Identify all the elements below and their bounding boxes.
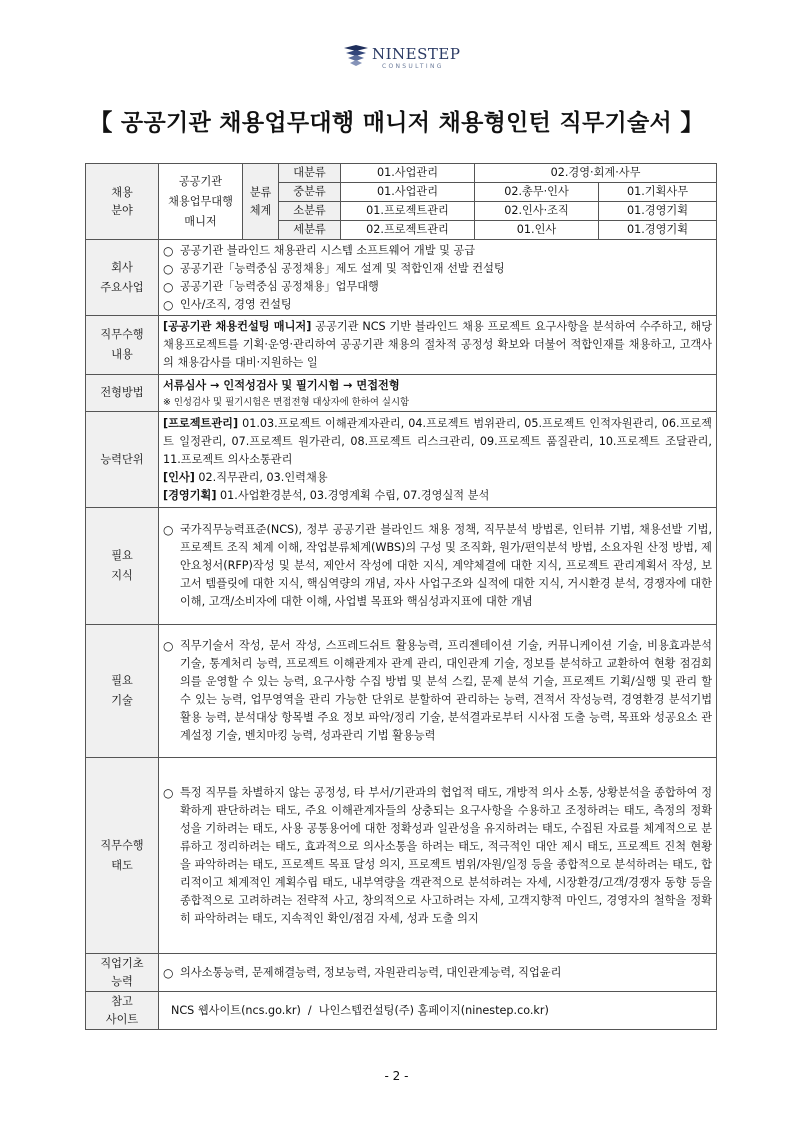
skill-content — [159, 625, 717, 758]
duty-text: 공공기관 NCS 기반 블라인드 채용 프로젝트 요구사항을 분석하여 수주하고, 해당 채용프로젝트를 기획·운영·관리하여 공공기관 채용의 절차적 공정성 확보와 더불어 적합인재를 채용하고, 고객사의 채용감사를 대비·지원하는 일 — [163, 320, 712, 369]
ref-text: NCS 웹사이트(ncs.go.kr) / 나인스텝컨설팅(주) 홈페이지(ninestep.co.kr) — [159, 992, 717, 1030]
unit-group: [인사] 02.직무관리, 03.인력채용 — [163, 470, 328, 484]
company-logo — [342, 44, 482, 70]
bullet-icon: ○ — [163, 261, 174, 276]
bullet-icon: ○ — [163, 785, 174, 800]
list-item: ○ 공공기관「능력중심 공정채용」제도 설계 및 적합인재 선발 컨설팅 — [163, 261, 505, 276]
process-label: 전형방법 — [86, 375, 159, 412]
class-cell: 01.기획사무 — [599, 183, 717, 202]
field-label: 채용 분야 — [86, 164, 159, 240]
class-cell: 01.인사 — [475, 221, 599, 240]
process-content — [159, 375, 717, 412]
class-cell: 02.프로젝트관리 — [341, 221, 475, 240]
bullet-icon: ○ — [163, 965, 174, 980]
knowledge-label: 필요 지식 — [86, 508, 159, 625]
bullet-icon: ○ — [163, 279, 174, 294]
class-cell: 01.사업관리 — [341, 183, 475, 202]
bullet-icon: ○ — [163, 297, 174, 312]
list-item: ○ 인사/조직, 경영 컨설팅 — [163, 297, 292, 312]
unit-label: 능력단위 — [86, 412, 159, 508]
basic-content — [159, 954, 717, 992]
attitude-content — [159, 758, 717, 954]
class-row-name: 소분류 — [279, 202, 341, 221]
logo-brand-text: NINESTEP — [372, 45, 461, 63]
class-cell: 02.총무·인사 — [475, 183, 599, 202]
logo-sub-text: CONSULTING — [382, 63, 444, 70]
class-row-name: 세분류 — [279, 221, 341, 240]
classification-label: 분류 체계 — [243, 164, 279, 240]
skill-text: 직무기술서 작성, 문서 작성, 스프레드쉬트 활용능력, 프리젠테이션 기술, 커뮤니케이션 기술, 비용효과분석 기술, 통계처리 능력, 프로젝트 이해관계자 관계 관리, 대인관계 기술, 정보를 분석하고 교환하여 현황 점검회의를 운영할 수 있는 능력, 요구사항 수집 방법 및 분석 스킬, 문제 분석 기술, 프로젝트 기획/실행 및 관리 할 수 있는 능력, 업무영역을 관리 가능한 단위로 분할하여 관리하는 능력, 견적서 작성능력, 경영환경 분석기법 활용 능력, 분석대상 항목별 주요 정보 파악/정리 기술, 분석결과로부터 시사점 도출 능력, 목표와 성공요소 관계설정 기술, 벤치마킹 능력, 성과관리 기법 활용능력 — [180, 639, 712, 742]
attitude-text: 특정 직무를 차별하지 않는 공정성, 타 부서/기관과의 협업적 태도, 개방적 의사 소통, 상황분석을 종합하여 정확하게 판단하려는 태도, 주요 이해관계자들의 상충되는 요구사항을 수용하고 조정하려는 태도, 측정의 정확성을 기하려는 태도, 사용 공통용어에 대한 정확성과 일관성을 유지하려는 태도, 수집된 자료를 체계적으로 분류하고 정리하려는 태도, 효과적으로 의사소통을 하려는 태도, 적극적인 대안 제시 태도, 프로젝트 진척 현황을 파악하려는 태도, 프로젝트 목표 달성 의지, 프로젝트 범위/자원/일정 등을 종합적으로 분석하려는 태도, 합리적이고 체계적인 계획수립 태도, 내부역량을 객관적으로 분석하려는 자세, 시장환경/고객/경쟁자 동향 등을 종합적으로 고려하려는 전략적 사고, 창의적으로 사고하려는 자세, 고객지향적 마인드, 경영자의 철학을 정확히 파악하려는 태도, 지속적인 확인/점검 자세, 성과 도출 의지 — [180, 785, 712, 925]
page-number: - 2 - — [384, 1069, 409, 1083]
bullet-icon: ○ — [163, 243, 174, 258]
class-row-name: 대분류 — [279, 164, 341, 183]
class-cell: 01.사업관리 — [341, 164, 475, 183]
class-cell: 01.경영기획 — [599, 202, 717, 221]
class-cell: 02.인사·조직 — [475, 202, 599, 221]
duty-label: 직무수행 내용 — [86, 316, 159, 375]
list-item: ○ 공공기관「능력중심 공정채용」업무대행 — [163, 279, 379, 294]
list-item: ○ 공공기관 블라인드 채용관리 시스템 소프트웨어 개발 및 공급 — [163, 243, 476, 258]
process-steps: 서류심사 → 인적성검사 및 필기시험 → 면접전형 — [163, 378, 400, 392]
company-content — [159, 240, 717, 316]
basic-text: 의사소통능력, 문제해결능력, 정보능력, 자원관리능력, 대인관계능력, 직업윤리 — [180, 965, 562, 979]
duty-content — [159, 316, 717, 375]
knowledge-text: 국가직무능력표준(NCS), 정부 공공기관 블라인드 채용 정책, 직무분석 방법론, 인터뷰 기법, 채용선발 기법, 프로젝트 조직 체계 이해, 작업분류체계(WBS)의 구성 및 조직화, 원가/편익분석 방법, 소요자원 산정 방법, 제안요청서(RFP)작성 및 분석, 제안서 작성에 대한 지식, 계약체결에 대한 지식, 프로젝트 관리계획서 작성, 보고서 템플릿에 대한 지식, 핵심역량의 개념, 자사 사업구조와 실적에 대한 지식, 거시환경 분석, 경쟁자에 대한 이해, 고객/소비자에 대한 이해, 사업별 목표와 핵심성과지표에 대한 개념 — [180, 523, 712, 608]
document-title: 【 공공기관 채용업무대행 매니저 채용형인턴 직무기술서 】 — [89, 110, 704, 136]
job-description-table — [85, 163, 717, 1030]
attitude-label: 직무수행 태도 — [86, 758, 159, 954]
logo-mark-icon — [342, 44, 370, 68]
process-note: ※ 인성검사 및 필기시험은 면접전형 대상자에 한하여 실시함 — [163, 396, 410, 408]
class-cell: 01.경영기획 — [599, 221, 717, 240]
bullet-icon: ○ — [163, 639, 174, 653]
unit-content — [159, 412, 717, 508]
basic-label: 직업기초 능력 — [86, 954, 159, 992]
class-row-name: 중분류 — [279, 183, 341, 202]
knowledge-content — [159, 508, 717, 625]
class-cell: 02.경영·회계·사무 — [475, 164, 717, 183]
unit-group: [프로젝트관리] 01.03.프로젝트 이해관계자관리, 04.프로젝트 범위관리, 05.프로젝트 인적자원관리, 06.프로젝트 일정관리, 07.프로젝트 원가관리, 08.프로젝트 리스크관리, 09.프로젝트 품질관리, 10.프로젝트 조달관리, 11.프로젝트 의사소통관리 — [163, 416, 712, 466]
ref-label: 참고 사이트 — [86, 992, 159, 1030]
duty-role: [공공기관 채용컨설팅 매니저] — [163, 320, 312, 333]
bullet-icon: ○ — [163, 523, 174, 537]
company-label: 회사 주요사업 — [86, 240, 159, 316]
job-title-cell: 공공기관 채용업무대행 매니저 — [159, 164, 243, 240]
class-cell: 01.프로젝트관리 — [341, 202, 475, 221]
skill-label: 필요 기술 — [86, 625, 159, 758]
unit-group: [경영기획] 01.사업환경분석, 03.경영계획 수립, 07.경영실적 분석 — [163, 488, 490, 502]
